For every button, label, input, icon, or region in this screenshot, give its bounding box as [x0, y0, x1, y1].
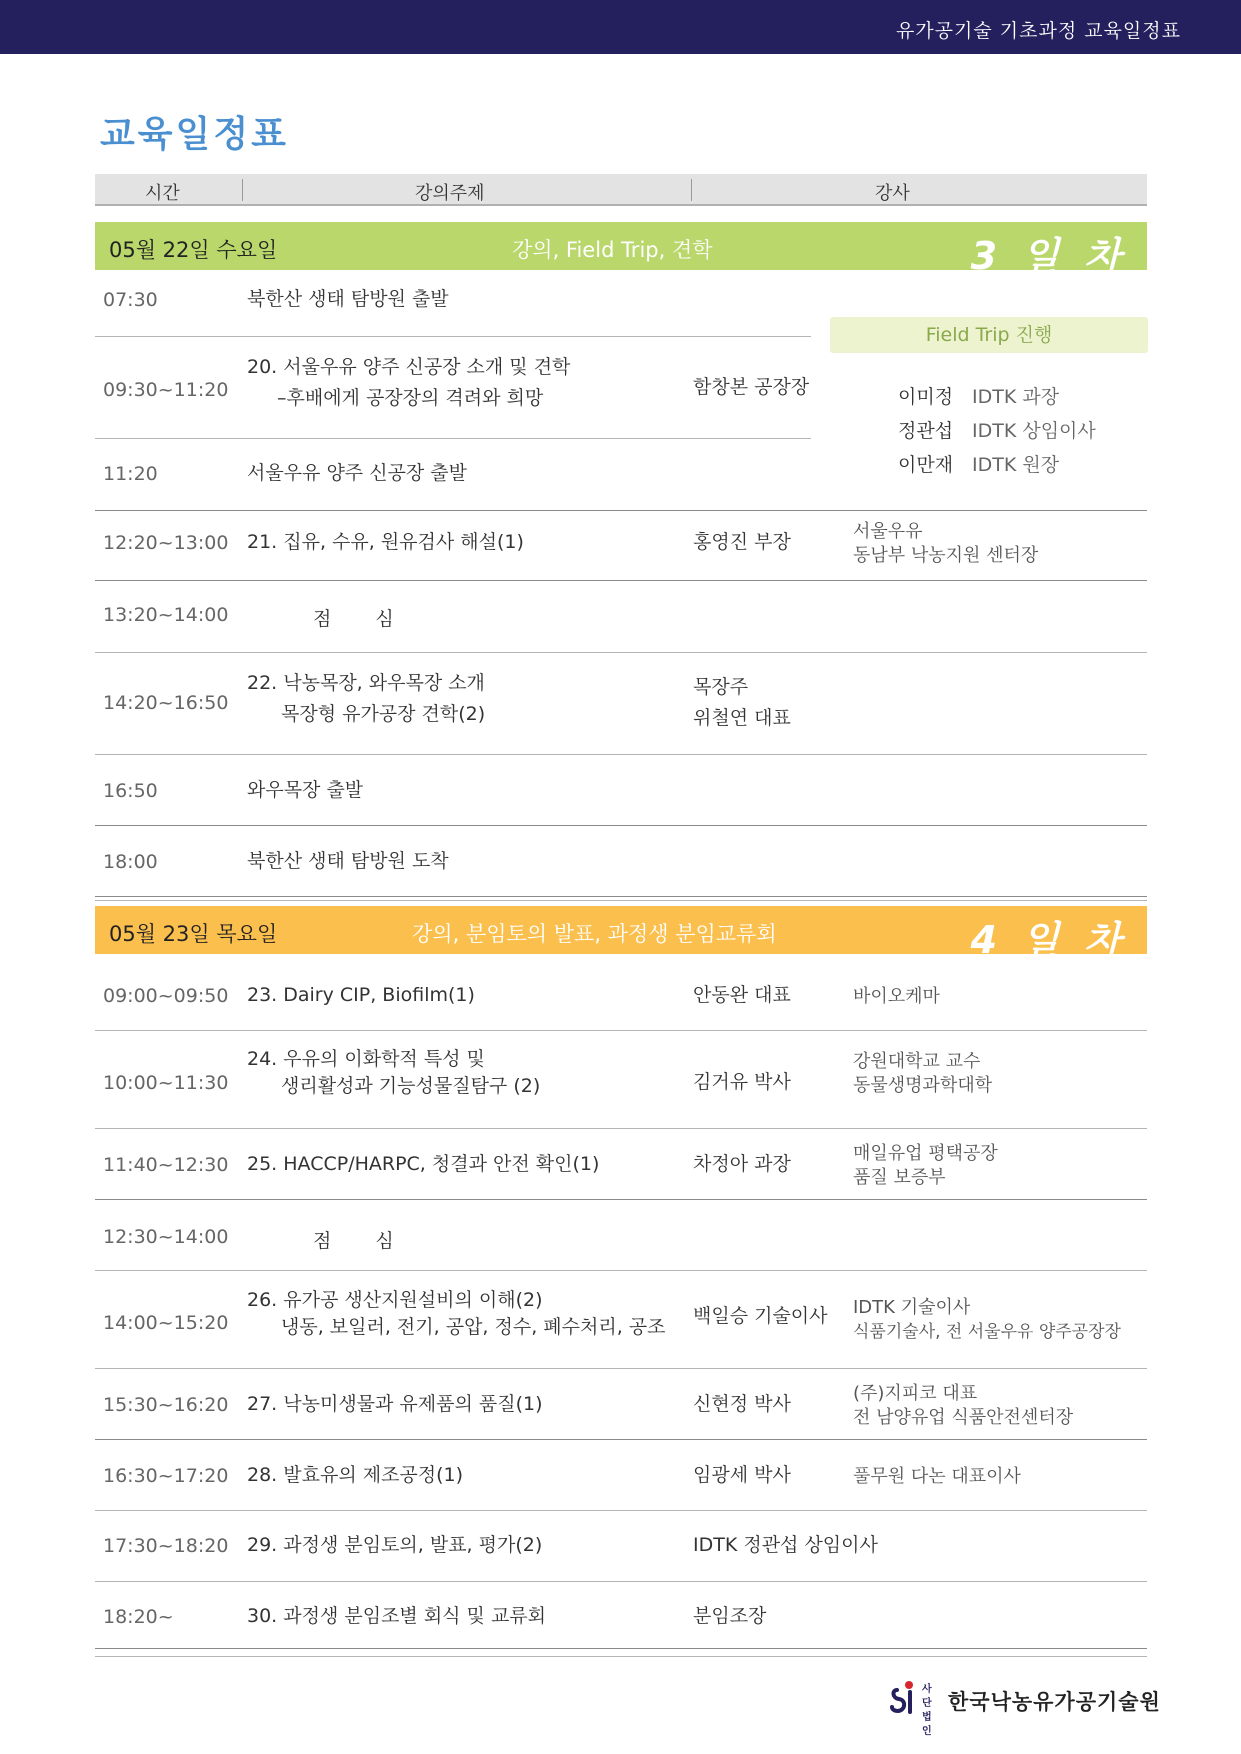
affiliation-line: 서울우유 — [853, 521, 923, 542]
row-divider — [95, 1368, 1147, 1369]
logo-text: 한국낙농유가공기술원 — [948, 1690, 1161, 1714]
row-lecturer: 임광세 박사 — [693, 1464, 791, 1486]
logo-small-line: 사단 — [922, 1684, 932, 1709]
row-divider — [95, 652, 1147, 653]
field-trip-staff — [898, 380, 1096, 482]
topic-line: 24. 우유의 이화학적 특성 및 — [247, 1048, 485, 1070]
row-lecturer: 분임조장 — [693, 1605, 767, 1627]
row-affiliation — [853, 1050, 992, 1098]
page-title: 교육일정표 — [100, 114, 289, 155]
row-time: 09:00~09:50 — [103, 985, 229, 1007]
row-divider — [95, 1581, 1147, 1582]
staff-role: IDTK 상임이사 — [972, 420, 1096, 442]
topic-line: 26. 유가공 생산지원설비의 이해(2) — [247, 1289, 543, 1311]
row-topic: 와우목장 출발 — [247, 779, 364, 801]
row-topic: 북한산 생태 탐방원 출발 — [247, 288, 449, 310]
day-number: 4 일 차 — [970, 918, 1127, 962]
row-topic — [247, 352, 570, 414]
row-lecturer: 안동완 대표 — [693, 984, 791, 1006]
footer-divider — [95, 1648, 1147, 1649]
row-time: 17:30~18:20 — [103, 1535, 229, 1557]
footer-divider — [95, 1656, 1147, 1657]
staff-name: 이미정 — [898, 386, 954, 408]
row-topic — [247, 1287, 666, 1341]
row-lecturer: 차정아 과장 — [693, 1153, 791, 1175]
staff-item — [898, 380, 1096, 414]
row-affiliation — [853, 1296, 1121, 1344]
row-topic: 28. 발효유의 제조공정(1) — [247, 1464, 464, 1486]
row-divider — [95, 438, 811, 439]
staff-item — [898, 448, 1096, 482]
row-topic: 29. 과정생 분임토의, 발표, 평가(2) — [247, 1534, 543, 1556]
row-time: 11:40~12:30 — [103, 1154, 229, 1176]
staff-item — [898, 414, 1096, 448]
row-time: 12:20~13:00 — [103, 532, 229, 554]
day-theme: 강의, 분임토의 발표, 과정생 분임교류회 — [412, 922, 777, 946]
row-time: 15:30~16:20 — [103, 1394, 229, 1416]
row-topic: 30. 과정생 분임조별 회식 및 교류회 — [247, 1605, 547, 1627]
affiliation-line: 매일유업 평택공장 — [853, 1143, 998, 1164]
row-topic: 서울우유 양주 신공장 출발 — [247, 462, 468, 484]
affiliation-line: IDTK 기술이사 — [853, 1297, 971, 1318]
row-lecturer: 홍영진 부장 — [693, 531, 791, 553]
day-banner-3 — [95, 222, 1147, 278]
row-time: 07:30 — [103, 289, 158, 311]
row-topic: 23. Dairy CIP, Biofilm(1) — [247, 984, 475, 1006]
header-title: 유가공기술 기초과정 교육일정표 — [895, 20, 1181, 42]
row-topic: 27. 낙농미생물과 유제품의 품질(1) — [247, 1393, 543, 1415]
column-divider — [691, 179, 692, 201]
row-topic: 북한산 생태 탐방원 도착 — [247, 850, 449, 872]
row-affiliation — [853, 1382, 1073, 1430]
row-divider — [95, 1199, 1147, 1200]
row-divider — [95, 580, 1147, 581]
topic-line: 생리활성과 기능성물질탐구 (2) — [281, 1075, 541, 1097]
lecturer-line: 목장주 — [693, 676, 749, 698]
day-number: 3 일 차 — [970, 234, 1127, 278]
row-topic — [247, 668, 485, 730]
affiliation-line: 동남부 낙농지원 센터장 — [853, 545, 1039, 566]
row-divider — [95, 1510, 1147, 1511]
row-divider — [95, 1270, 1147, 1271]
row-divider — [95, 510, 1147, 511]
row-divider — [95, 1128, 1147, 1129]
row-time: 13:20~14:00 — [103, 604, 229, 626]
topic-line: 냉동, 보일러, 전기, 공압, 정수, 폐수처리, 공조 — [281, 1316, 666, 1338]
lunch-char: 심 — [375, 608, 396, 630]
row-time: 14:20~16:50 — [103, 692, 229, 714]
day-theme: 강의, Field Trip, 견학 — [512, 238, 713, 262]
lecturer-line: 위철연 대표 — [693, 707, 791, 729]
row-topic — [247, 1046, 540, 1100]
topic-line: 20. 서울우유 양주 신공장 소개 및 견학 — [247, 356, 571, 378]
topic-line: 목장형 유가공장 견학(2) — [281, 703, 486, 725]
lunch-label — [313, 604, 396, 631]
topic-line: 22. 낙농목장, 와우목장 소개 — [247, 672, 485, 694]
affiliation-line: (주)지피코 대표 — [853, 1383, 978, 1404]
table-header — [95, 174, 1147, 206]
staff-role: IDTK 과장 — [972, 386, 1060, 408]
day-date: 05월 22일 수요일 — [109, 238, 278, 262]
column-header-lecturer: 강사 — [875, 183, 910, 204]
row-time: 10:00~11:30 — [103, 1072, 229, 1094]
lunch-char: 점 — [313, 608, 334, 630]
affiliation-line: 강원대학교 교수 — [853, 1051, 981, 1072]
staff-role: IDTK 원장 — [972, 454, 1060, 476]
day-date: 05월 23일 목요일 — [109, 922, 278, 946]
row-time: 09:30~11:20 — [103, 379, 229, 401]
topic-line: –후배에게 공장장의 격려와 희망 — [277, 387, 544, 409]
row-divider — [95, 336, 811, 337]
row-divider — [95, 825, 1147, 826]
row-divider — [95, 900, 1147, 901]
row-lecturer: IDTK 정관섭 상임이사 — [693, 1534, 878, 1556]
lunch-label — [313, 1226, 396, 1253]
row-time: 18:20~ — [103, 1606, 174, 1628]
staff-name: 정관섭 — [898, 420, 954, 442]
column-header-topic: 강의주제 — [415, 183, 485, 204]
staff-name: 이만재 — [898, 454, 954, 476]
row-affiliation: 풀무원 다논 대표이사 — [853, 1466, 1021, 1487]
day-banner-4 — [95, 906, 1147, 962]
row-topic: 21. 집유, 수유, 원유검사 해설(1) — [247, 531, 524, 553]
column-header-time: 시간 — [145, 183, 180, 204]
row-divider — [95, 896, 1147, 897]
row-lecturer: 신현정 박사 — [693, 1393, 791, 1415]
affiliation-line: 식품기술사, 전 서울우유 양주공장장 — [853, 1322, 1121, 1342]
logo-mark-icon — [890, 1680, 920, 1716]
affiliation-line: 전 남양유업 식품안전센터장 — [853, 1407, 1074, 1428]
lunch-char: 점 — [313, 1230, 334, 1252]
row-lecturer: 함창본 공장장 — [693, 376, 810, 398]
row-time: 16:50 — [103, 780, 158, 802]
row-lecturer: 백일승 기술이사 — [693, 1305, 828, 1327]
row-time: 14:00~15:20 — [103, 1312, 229, 1334]
row-time: 16:30~17:20 — [103, 1465, 229, 1487]
row-divider — [95, 1439, 1147, 1440]
row-topic: 25. HACCP/HARPC, 청결과 안전 확인(1) — [247, 1153, 600, 1175]
affiliation-line: 동물생명과학대학 — [853, 1075, 993, 1096]
logo-small-text — [922, 1683, 932, 1739]
row-time: 12:30~14:00 — [103, 1226, 229, 1248]
field-trip-badge: Field Trip 진행 — [830, 317, 1148, 353]
row-affiliation — [853, 520, 1038, 568]
row-lecturer — [693, 672, 791, 734]
row-divider — [95, 754, 1147, 755]
row-time: 18:00 — [103, 851, 158, 873]
row-lecturer: 김거유 박사 — [693, 1071, 791, 1093]
lunch-char: 심 — [375, 1230, 396, 1252]
row-time: 11:20 — [103, 463, 158, 485]
column-divider — [242, 179, 243, 201]
row-divider — [95, 1030, 1147, 1031]
affiliation-line: 품질 보증부 — [853, 1167, 946, 1188]
logo-small-line: 법인 — [922, 1712, 932, 1737]
row-affiliation — [853, 1142, 998, 1190]
row-affiliation: 바이오케마 — [853, 986, 940, 1007]
